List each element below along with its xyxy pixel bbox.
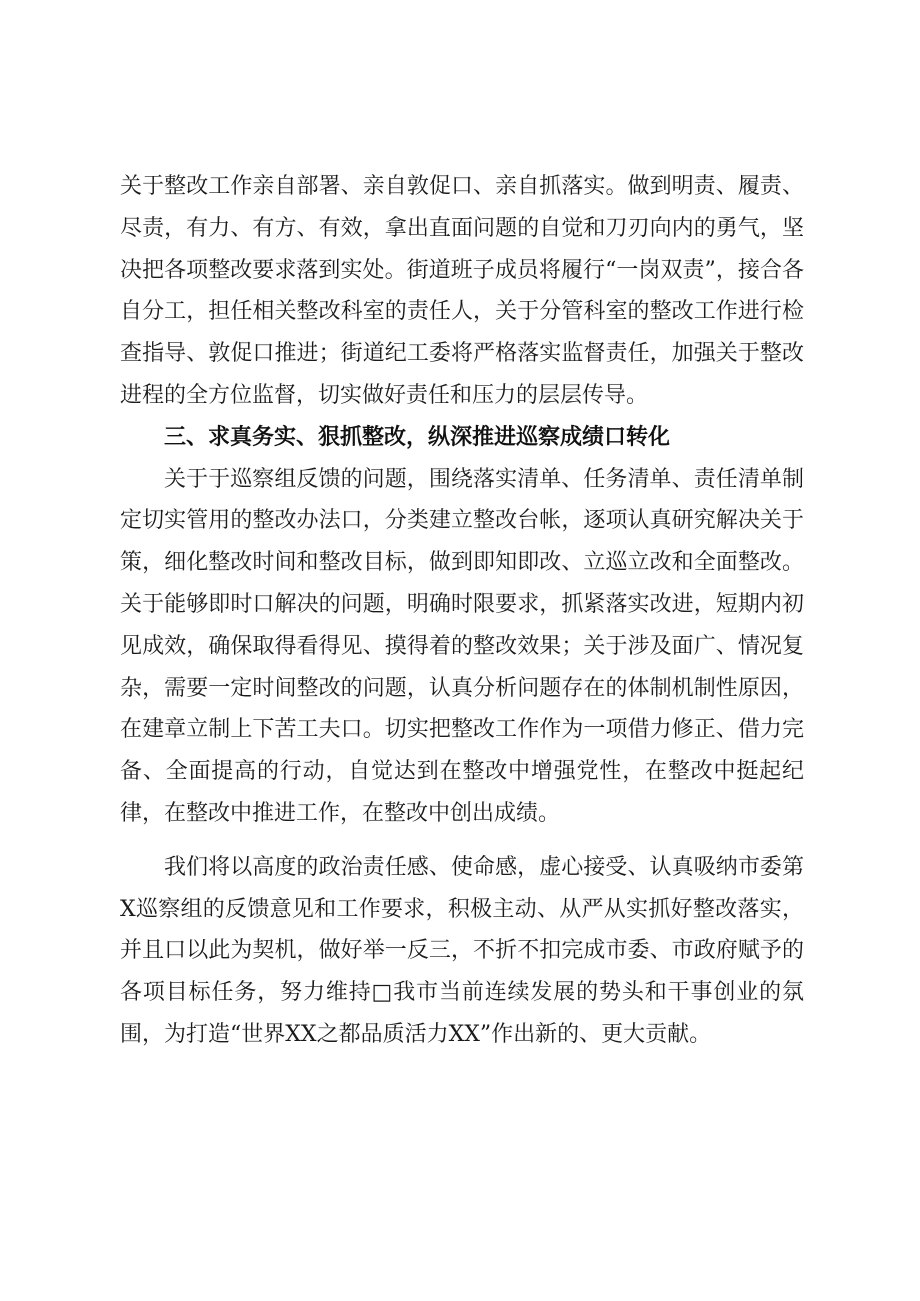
- document-body: [120, 166, 804, 1056]
- paragraph-conclusion: 我们将以高度的政治责任感、使命感，虚心接受、认真吸纳市委第X巡察组的反馈意见和工作要求，积极主动、从严从实抓好整改落实，并且口以此为契机，做好举一反三，不折不扣完成市委、市政府赋予的各项目标任务，努力维持□我市当前连续发展的势头和干事创业的氛围，为打造“世界XX之都品质活力XX”作出新的、更大贡献。: [120, 854, 804, 1047]
- paragraph-rectification: 关于于巡察组反馈的问题，围绕落实清单、任务清单、责任清单制定切实管用的整改办法口，分类建立整改台帐，逐项认真研究解决关于策，细化整改时间和整改目标，做到即知即改、立巡立改和全面整改。关于能够即时口解决的问题，明确时限要求，抓紧落实改进，短期内初见成效，确保取得看得见、摸得着的整改效果；关于涉及面广、情况复杂，需要一定时间整改的问题，认真分析问题存在的体制机制性原因，在建章立制上下苦工夫口。切实把整改工作作为一项借力修正、借力完备、全面提高的行动，自觉达到在整改中增强党性，在整改中挺起纪律，在整改中推进工作，在整改中创出成绩。: [120, 466, 804, 826]
- section-heading-three: 三、求真务实、狠抓整改，纵深推进巡察成绩口转化: [164, 424, 671, 450]
- paragraph-responsibility: 关于整改工作亲自部署、亲自敦促口、亲自抓落实。做到明责、履责、尽责，有力、有方、有效，拿出直面问题的自觉和刀刃向内的勇气，坚决把各项整改要求落到实处。街道班子成员将履行“一岗双责”，接合各自分工，担任相关整改科室的责任人，关于分管科室的整改工作进行检查指导、敦促口推进；街道纪工委将严格落实监督责任，加强关于整改进程的全方位监督，切实做好责任和压力的层层传导。: [120, 174, 804, 408]
